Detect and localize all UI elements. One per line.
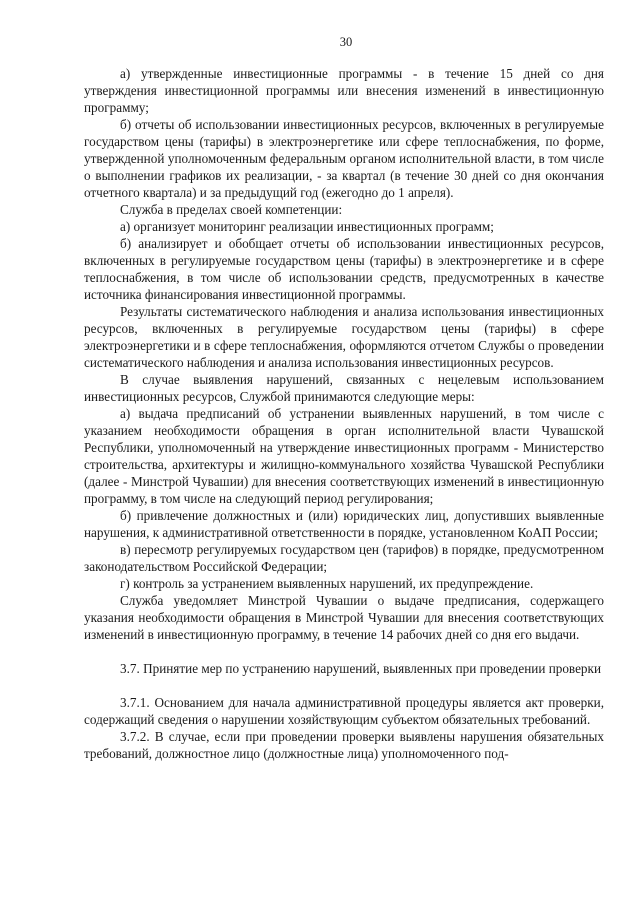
paragraph-approved-programs: а) утвержденные инвестиционные программы - в течение 15 дней со дня утверждения инвестиционной программы или внесения изменений в инвестиционную программу; bbox=[84, 66, 604, 115]
paragraph-notification: Служба уведомляет Минстрой Чувашии о выдаче предписания, содержащего указания необходимости обращения в Минстрой Чувашии для внесения соответствующих изменений в инвестиционную программу, в течение 14 рабочих дней со дня его выдачи. bbox=[84, 593, 604, 642]
paragraph-measure-control: г) контроль за устранением выявленных нарушений, их предупреждение. bbox=[120, 576, 534, 591]
paragraph-violation-measures: В случае выявления нарушений, связанных с нецелевым использованием инвестиционных ресурсов, Службой принимаются следующие меры: bbox=[84, 372, 604, 404]
paragraph-measure-liability: б) привлечение должностных и (или) юридических лиц, допустивших выявленные нарушения, к административной ответственности в порядке, установленном КоАП России; bbox=[84, 508, 604, 540]
paragraph-analysis: б) анализирует и обобщает отчеты об использовании инвестиционных ресурсов, включенных в регулируемые государством цены (тарифы) в электроэнергетике и в сфере теплоснабжения, в том числе об использовании средств, предусмотренных в качестве источника финансирования инвестиционной программы. bbox=[84, 236, 604, 302]
paragraph-3-7-2: 3.7.2. В случае, если при проведении проверки выявлены нарушения обязательных требований, должностное лицо (должностные лица) уполномоченного под- bbox=[84, 729, 604, 761]
section-heading: 3.7. Принятие мер по устранению нарушений, выявленных при проведении проверки bbox=[120, 661, 601, 676]
paragraph-measure-orders: а) выдача предписаний об устранении выявленных нарушений, в том числе с указанием необходимости обращения в орган исполнительной власти Чувашской Республики, уполномоченный на утверждение инвестиционных программ - Министерство строительства, архитектуры и жилищно-коммунального хозяйства Чувашской Республики (далее - Минстрой Чувашии) для внесения соответствующих изменений в инвестиционную программу, в том числе на следующий период регулирования; bbox=[84, 406, 604, 506]
page-number: 30 bbox=[339, 35, 353, 49]
paragraph-observation-results: Результаты систематического наблюдения и анализа использования инвестиционных ресурсов, включенных в регулируемые государством цены (тарифы) в сфере электроэнергетики и в сфере теплоснабжения, оформляются отчетом Службы о проведении систематического наблюдения и анализа использования инвестиционных ресурсов. bbox=[84, 304, 604, 370]
document-page bbox=[84, 34, 604, 762]
paragraph-monitoring: а) организует мониторинг реализации инвестиционных программ; bbox=[120, 219, 494, 234]
paragraph-3-7-1: 3.7.1. Основанием для начала административной процедуры является акт проверки, содержащий сведения о нарушении хозяйствующим субъектом обязательных требований. bbox=[84, 695, 604, 727]
paragraph-measure-tariff-review: в) пересмотр регулируемых государством цен (тарифов) в порядке, предусмотренном законодательством Российской Федерации; bbox=[84, 542, 604, 574]
paragraph-investment-reports: б) отчеты об использовании инвестиционных ресурсов, включенных в регулируемые государством цены (тарифы) в электроэнергетике или сфере теплоснабжения, по форме, утвержденной уполномоченным федеральным органом исполнительной власти, в том числе о выполнении графиков их реализации, - за квартал (в течение 30 дней со дня окончания отчетного квартала) и за предыдущий год (ежегодно до 1 апреля). bbox=[84, 117, 604, 200]
paragraph-service-competence: Служба в пределах своей компетенции: bbox=[120, 202, 343, 217]
